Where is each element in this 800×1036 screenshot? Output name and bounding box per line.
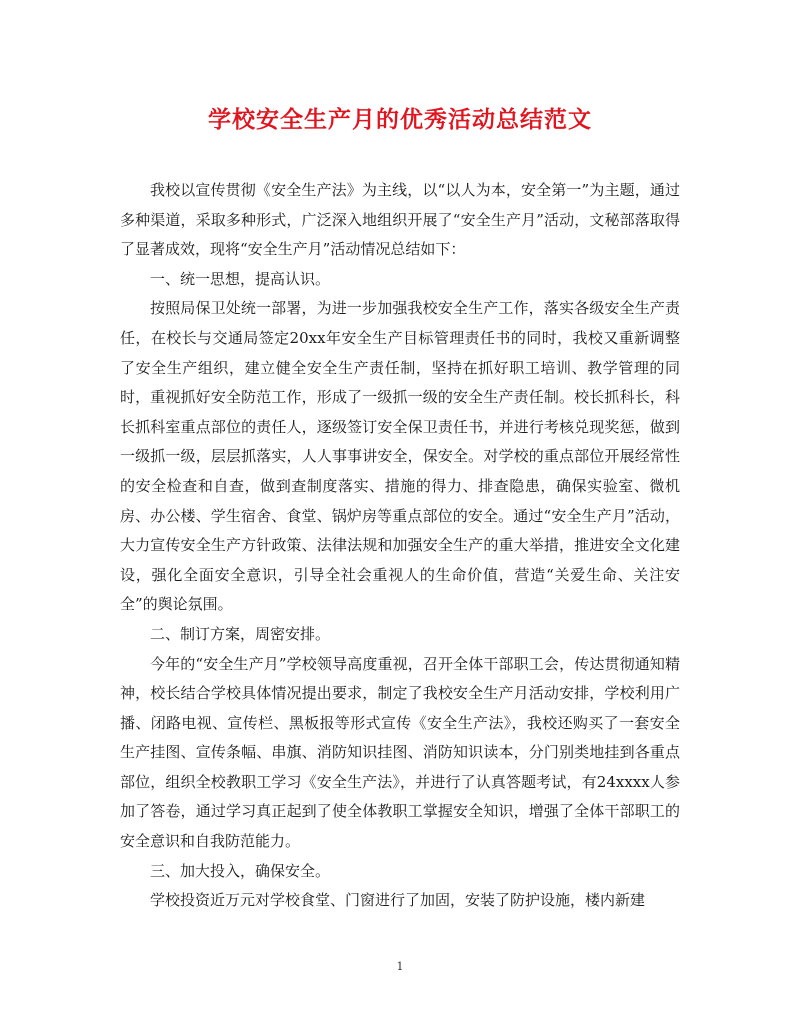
section-1-paragraph: 按照局保卫处统一部署，为进一步加强我校安全生产工作，落实各级安全生产责任，在校长与交通局签定20xx年安全生产目标管理责任书的同时，我校又重新调整了安全生产组织，建立健全安全生产责任制，坚持在抓好职工培训、教学管理的同时，重视抓好安全防范工作，形成了一级抓一级的安全生产责任制。校长抓科长，科长抓科室重点部位的责任人，逐级签订安全保卫责任书，并进行考核兑现奖惩，做到一级抓一级，层层抓落实，人人事事讲安全，保安全。对学校的重点部位开展经常性的安全检查和自查，做到查制度落实、措施的得力、排查隐患，确保实验室、微机房、办公楼、学生宿舍、食堂、锅炉房等重点部位的安全。通过“安全生产月”活动，大力宣传安全生产方针政策、法律法规和加强安全生产的重大举措，推进安全文化建设，强化全面安全意识，引导全社会重视人的生命价值，营造“关爱生命、关注安全”的舆论氛围。: [120, 299, 680, 614]
section-heading-1: 一、统一思想，提高认识。: [150, 269, 331, 288]
section-3-paragraph: 学校投资近万元对学校食堂、门窗进行了加固，安装了防护设施，楼内新建: [150, 891, 646, 910]
section-2-paragraph: 今年的“安全生产月”学校领导高度重视，召开全体干部职工会，传达贯彻通知精神，校长结合学校具体情况提出要求，制定了我校安全生产月活动安排，学校利用广播、闭路电视、宣传栏、黑板报等形式宣传《安全生产法》，我校还购买了一套安全生产挂图、宣传条幅、串旗、消防知识挂图、消防知识读本，分门别类地挂到各重点部位，组织全校教职工学习《安全生产法》，并进行了认真答题考试，有24xxxx人参加了答卷，通过学习真正起到了使全体教职工掌握安全知识，增强了全体干部职工的安全意识和自我防范能力。: [120, 654, 680, 851]
page-number: 1: [396, 960, 404, 973]
section-heading-2: 二、制订方案，周密安排。: [150, 624, 331, 643]
document-title: 学校安全生产月的优秀活动总结范文: [208, 106, 592, 133]
document-body: [120, 176, 680, 916]
intro-paragraph: 我校以宣传贯彻《安全生产法》为主线，以“以人为本，安全第一”为主题，通过多种渠道，采取多种形式，广泛深入地组织开展了“安全生产月”活动，文秘部落取得了显著成效，现将“安全生产月”活动情况总结如下：: [120, 181, 680, 259]
section-heading-3: 三、加大投入，确保安全。: [150, 861, 331, 880]
